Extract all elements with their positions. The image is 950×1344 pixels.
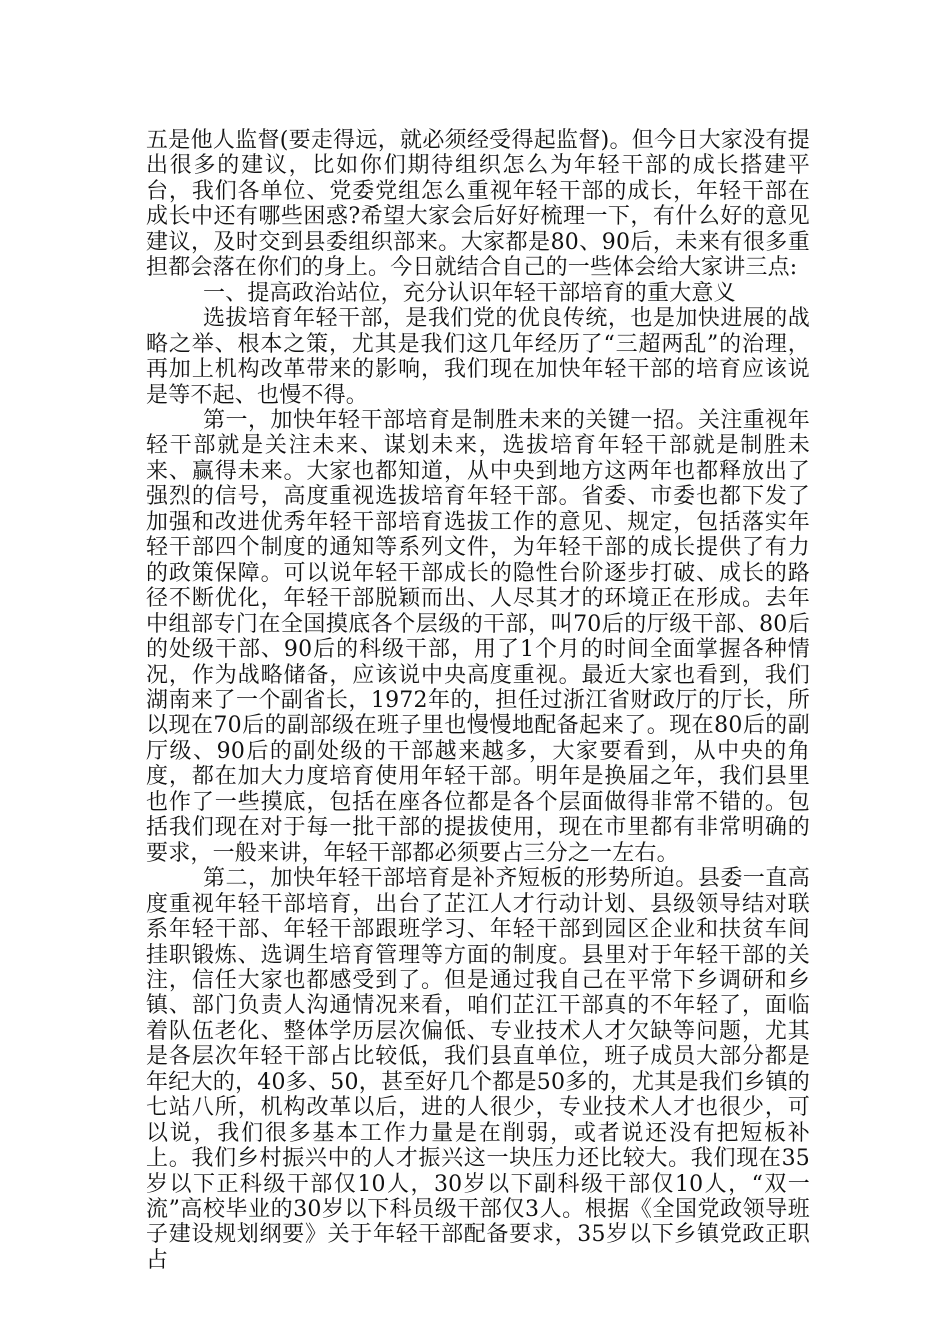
paragraph-point-one: 第一，加快年轻干部培育是制胜未来的关键一招。关注重视年轻干部就是关注未来、谋划未来，选拔培育年轻干部就是制胜未来、赢得未来。大家也都知道，从中央到地方这两年也都释放出了强烈的信号，高度重视选拔培育年轻干部。省委、市委也都下发了加强和改进优秀年轻干部培育选拔工作的意见、规定，包括落实年轻干部四个制度的通知等系列文件，为年轻干部的成长提供了有力的政策保障。可以说年轻干部成长的隐性台阶逐步打破、成长的路径不断优化，年轻干部脱颖而出、人尽其才的环境正在形成。去年中组部专门在全国摸底各个层级的干部，叫70后的厅级干部、80后的处级干部、90后的科级干部，用了1个月的时间全面掌握各种情况，作为战略储备，应该说中央高度重视。最近大家也看到，我们湖南来了一个副省长，1972年的，担任过浙江省财政厅的厅长，所以现在70后的副部级在班子里也慢慢地配备起来了。现在80后的副厅级、90后的副处级的干部越来越多，大家要看到，从中央的角度，都在加大力度培育使用年轻干部。明年是换届之年，我们县里也作了一些摸底，包括在座各位都是各个层面做得非常不错的。包括我们现在对于每一批干部的提拔使用，现在市里都有非常明确的要求，一般来讲，年轻干部都必须要占三分之一左右。 — [146, 407, 810, 866]
paragraph-intro: 五是他人监督(要走得远，就必须经受得起监督)。但今日大家没有提出很多的建议，比如你们期待组织怎么为年轻干部的成长搭建平台，我们各单位、党委党组怎么重视年轻干部的成长，年轻干部在成长中还有哪些困惑?希望大家会后好好梳理一下，有什么好的意见建议，及时交到县委组织部来。大家都是80、90后，未来有很多重担都会落在你们的身上。今日就结合自己的一些体会给大家讲三点: — [146, 128, 810, 281]
section-heading-one: 一、提高政治站位，充分认识年轻干部培育的重大意义 — [203, 280, 736, 306]
paragraph-section-intro: 选拔培育年轻干部，是我们党的优良传统，也是加快进展的战略之举、根本之策，尤其是我们这几年经历了“三超两乱”的治理，再加上机构改革带来的影响，我们现在加快年轻干部的培育应该说是等不起、也慢不得。 — [146, 306, 810, 408]
paragraph-point-two: 第二，加快年轻干部培育是补齐短板的形势所迫。县委一直高度重视年轻干部培育，出台了芷江人才行动计划、县级领导结对联系年轻干部、年轻干部跟班学习、年轻干部到园区企业和扶贫车间挂职锻炼、选调生培育管理等方面的制度。县里对于年轻干部的关注，信任大家也都感受到了。但是通过我自己在平常下乡调研和乡镇、部门负责人沟通情况来看，咱们芷江干部真的不年轻了，面临着队伍老化、整体学历层次偏低、专业技术人才欠缺等问题，尤其是各层次年轻干部占比较低，我们县直单位，班子成员大部分都是年纪大的，40多、50，甚至好几个都是50多的，尤其是我们乡镇的七站八所，机构改革以后，进的人很少，专业技术人才也很少，可以说，我们很多基本工作力量是在削弱，或者说还没有把短板补上。我们乡村振兴中的人才振兴这一块压力还比较大。我们现在35岁以下正科级干部仅10人，30岁以下副科级干部仅10人，“双一流”高校毕业的30岁以下科员级干部仅3人。根据《全国党政领导班子建设规划纲要》关于年轻干部配备要求，35岁以下乡镇党政正职占 — [146, 866, 810, 1273]
document-body — [146, 128, 810, 1273]
